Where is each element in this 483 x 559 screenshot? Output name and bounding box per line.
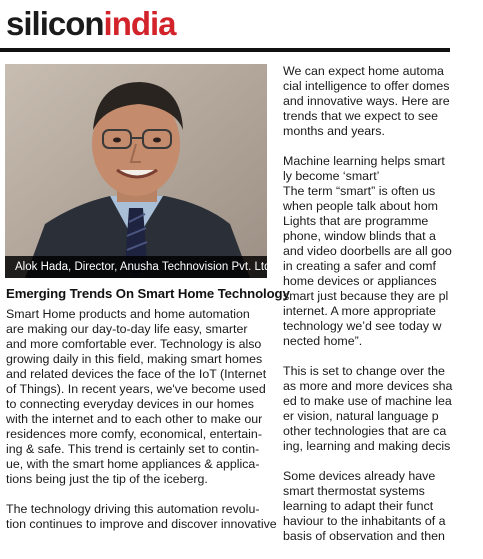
text-line: Smart Home products and home automation: [6, 307, 250, 321]
text-line: smart just because they are pl: [283, 289, 449, 303]
text-line: to connecting everyday devices in our homes: [6, 397, 254, 411]
siliconindia-logo[interactable]: [6, 2, 176, 46]
paragraph: [283, 469, 483, 544]
portrait-illustration: [5, 64, 267, 278]
article-column-right: [283, 60, 453, 543]
text-line: tion continues to improve and discover innovative: [6, 517, 277, 531]
logo-part-silicon: silicon: [6, 5, 104, 42]
text-line: The term “smart” is often us: [283, 184, 436, 198]
paragraph: [283, 64, 483, 139]
text-line: home devices or appliances: [283, 274, 437, 288]
masthead-divider: [0, 48, 450, 52]
text-line: when people talk about hom: [283, 199, 438, 213]
logo-part-india: india: [103, 5, 176, 42]
text-line: ing, learning and making decis: [283, 439, 451, 453]
text-line: Some devices already have: [283, 469, 436, 483]
text-line: The technology driving this automation revolu-: [6, 502, 260, 516]
text-line: other technologies that are ca: [283, 424, 447, 438]
text-line: and innovative ways. Here are: [283, 94, 450, 108]
text-line: smart thermostat systems: [283, 484, 425, 498]
text-line: and more comfortable ever. Technology is also: [6, 337, 262, 351]
photo-caption: Alok Hada, Director, Anusha Technovision Pvt. Ltd.: [5, 256, 267, 278]
text-line: This is set to change over the: [283, 364, 445, 378]
text-line: tions being just the tip of the iceberg.: [6, 472, 208, 486]
paragraph: [283, 364, 483, 454]
text-line: ly become ‘smart’: [283, 169, 380, 183]
article-column-left: [6, 307, 277, 547]
text-line: as more and more devices sha: [283, 379, 453, 393]
text-line: phone, window blinds that a: [283, 229, 436, 243]
masthead: [0, 0, 450, 50]
text-line: months and years.: [283, 124, 385, 138]
text-line: basis of observation and then: [283, 529, 445, 543]
text-line: haviour to the inhabitants of a: [283, 514, 446, 528]
article-heading: Emerging Trends On Smart Home Technology: [6, 286, 290, 301]
text-line: trends that we expect to see: [283, 109, 438, 123]
text-line: and related devices the face of the IoT (Internet: [6, 367, 267, 381]
paragraph: [283, 154, 483, 349]
text-line: nected home”.: [283, 334, 363, 348]
text-line: ue, with the smart home appliances & applica-: [6, 457, 260, 471]
paragraph: [6, 307, 268, 487]
portrait-photo: [5, 64, 274, 278]
text-line: technology we’d see today w: [283, 319, 442, 333]
text-line: growing daily in this field, making smart homes: [6, 352, 263, 366]
text-line: and video doorbells are all goo: [283, 244, 452, 258]
text-line: internet. A more appropriate: [283, 304, 436, 318]
paragraph: [6, 502, 277, 532]
text-line: We can expect home automa: [283, 64, 444, 78]
text-line: cial intelligence to offer domes: [283, 79, 450, 93]
text-line: er vision, natural language p: [283, 409, 439, 423]
text-line: of Things). In recent years, we've become used: [6, 382, 266, 396]
text-line: ing & safe. This trend is certainly set to contin-: [6, 442, 260, 456]
text-line: ed to make use of machine lea: [283, 394, 452, 408]
text-line: in creating a safer and comf: [283, 259, 436, 273]
text-line: Lights that are programme: [283, 214, 429, 228]
text-line: are making our day-to-day life easy, smarter: [6, 322, 248, 336]
text-line: residences more comfy, economical, entertain-: [6, 427, 262, 441]
text-line: Machine learning helps smart: [283, 154, 445, 168]
text-line: with the internet and to each other to make our: [6, 412, 263, 426]
text-line: learning to adapt their funct: [283, 499, 434, 513]
